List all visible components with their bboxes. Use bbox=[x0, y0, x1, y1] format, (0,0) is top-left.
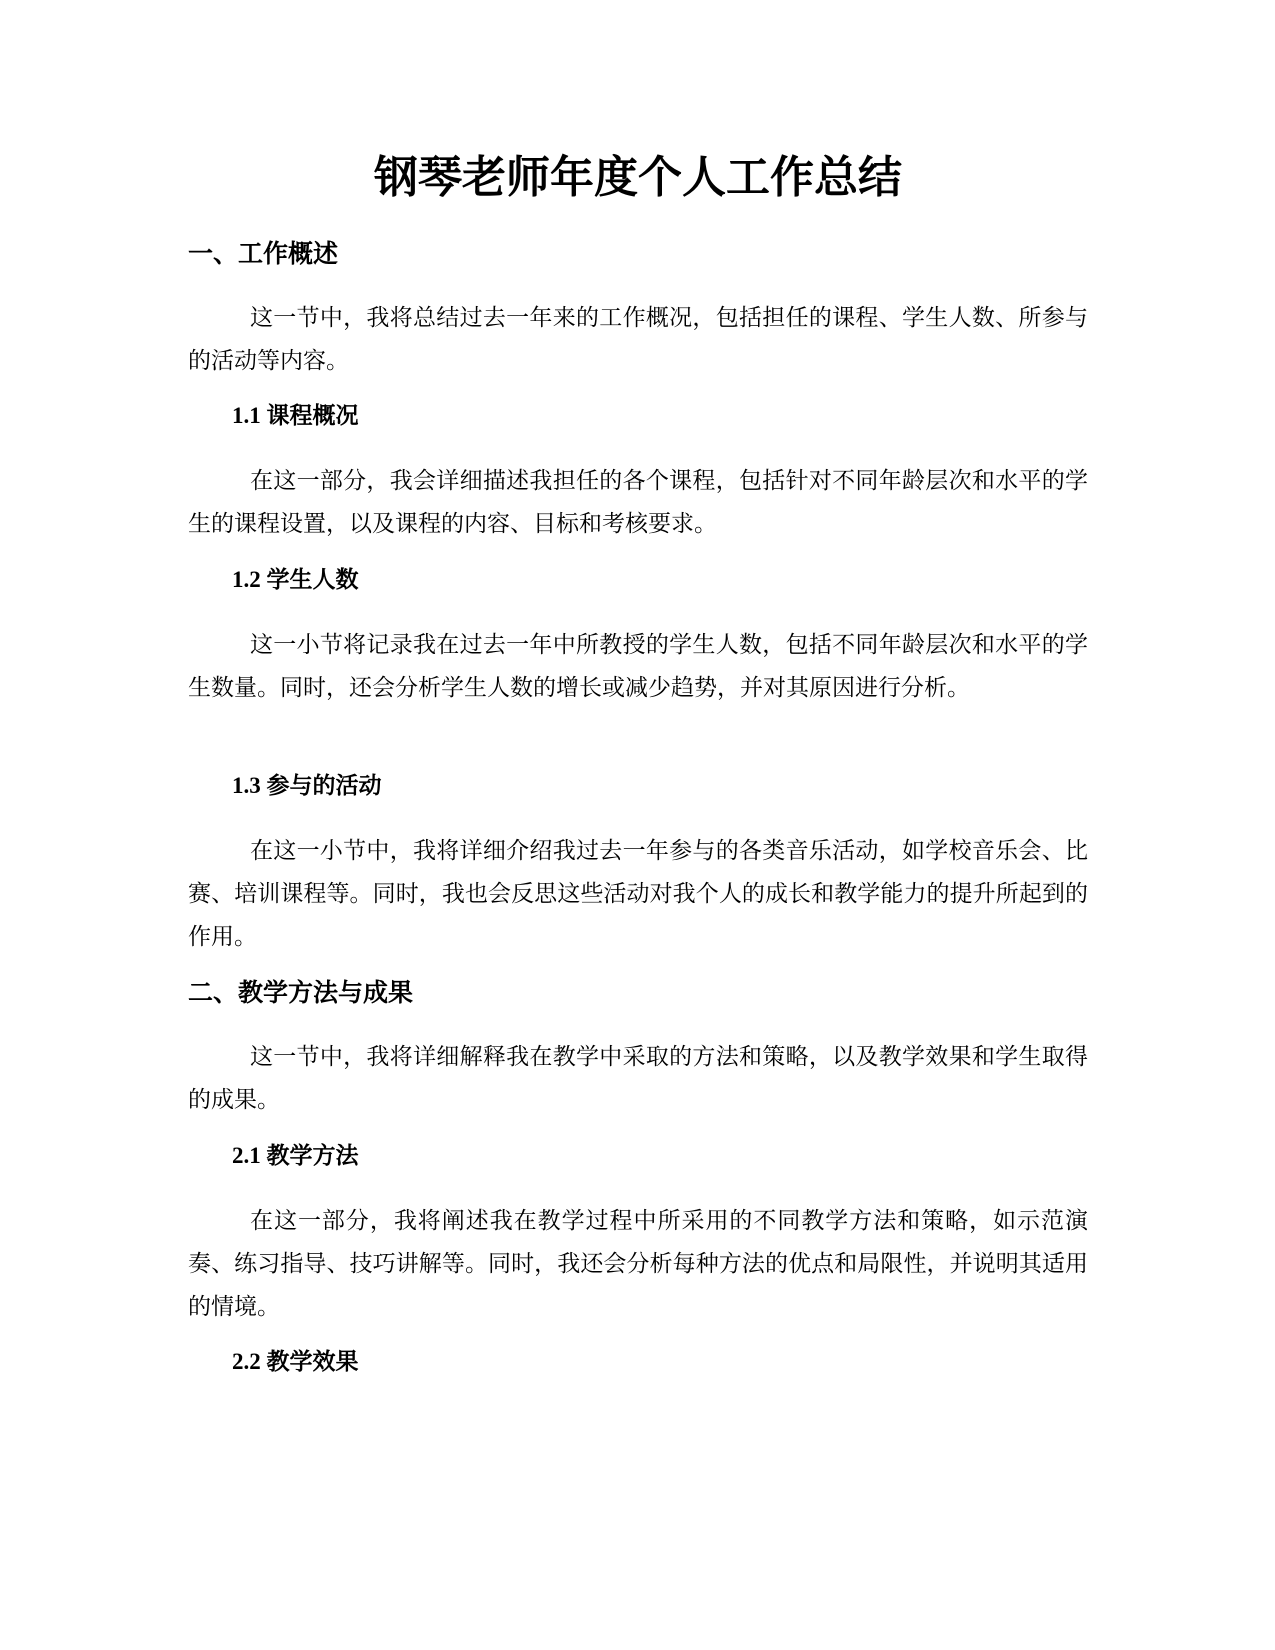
section-2-heading: 二、教学方法与成果 bbox=[188, 979, 414, 1007]
subsection-1-2-text: 这一小节将记录我在过去一年中所教授的学生人数，包括不同年龄层次和水平的学生数量。同时，还会分析学生人数的增长或减少趋势，并对其原因进行分析。 bbox=[188, 632, 1088, 700]
section-1-intro: 这一节中，我将总结过去一年来的工作概况，包括担任的课程、学生人数、所参与的活动等内容。 bbox=[188, 305, 1088, 373]
section-2-intro: 这一节中，我将详细解释我在教学中采取的方法和策略，以及教学效果和学生取得的成果。 bbox=[188, 1044, 1088, 1112]
subsection-2-2-heading: 2.2 教学效果 bbox=[232, 1349, 359, 1374]
subsection-1-3-text: 在这一小节中，我将详细介绍我过去一年参与的各类音乐活动，如学校音乐会、比赛、培训课程等。同时，我也会反思这些活动对我个人的成长和教学能力的提升所起到的作用。 bbox=[188, 838, 1088, 949]
subsection-1-2-heading: 1.2 学生人数 bbox=[232, 567, 359, 592]
subsection-2-1-heading: 2.1 教学方法 bbox=[232, 1143, 359, 1168]
subsection-2-1-text: 在这一部分，我将阐述我在教学过程中所采用的不同教学方法和策略，如示范演奏、练习指导、技巧讲解等。同时，我还会分析每种方法的优点和局限性，并说明其适用的情境。 bbox=[188, 1208, 1088, 1319]
section-1-heading: 一、工作概述 bbox=[188, 240, 339, 268]
subsection-1-1-heading: 1.1 课程概况 bbox=[232, 403, 359, 428]
subsection-1-1-text: 在这一部分，我会详细描述我担任的各个课程，包括针对不同年龄层次和水平的学生的课程设置，以及课程的内容、目标和考核要求。 bbox=[188, 468, 1088, 536]
subsection-1-3-heading: 1.3 参与的活动 bbox=[232, 773, 382, 798]
document-title: 钢琴老师年度个人工作总结 bbox=[374, 153, 902, 202]
